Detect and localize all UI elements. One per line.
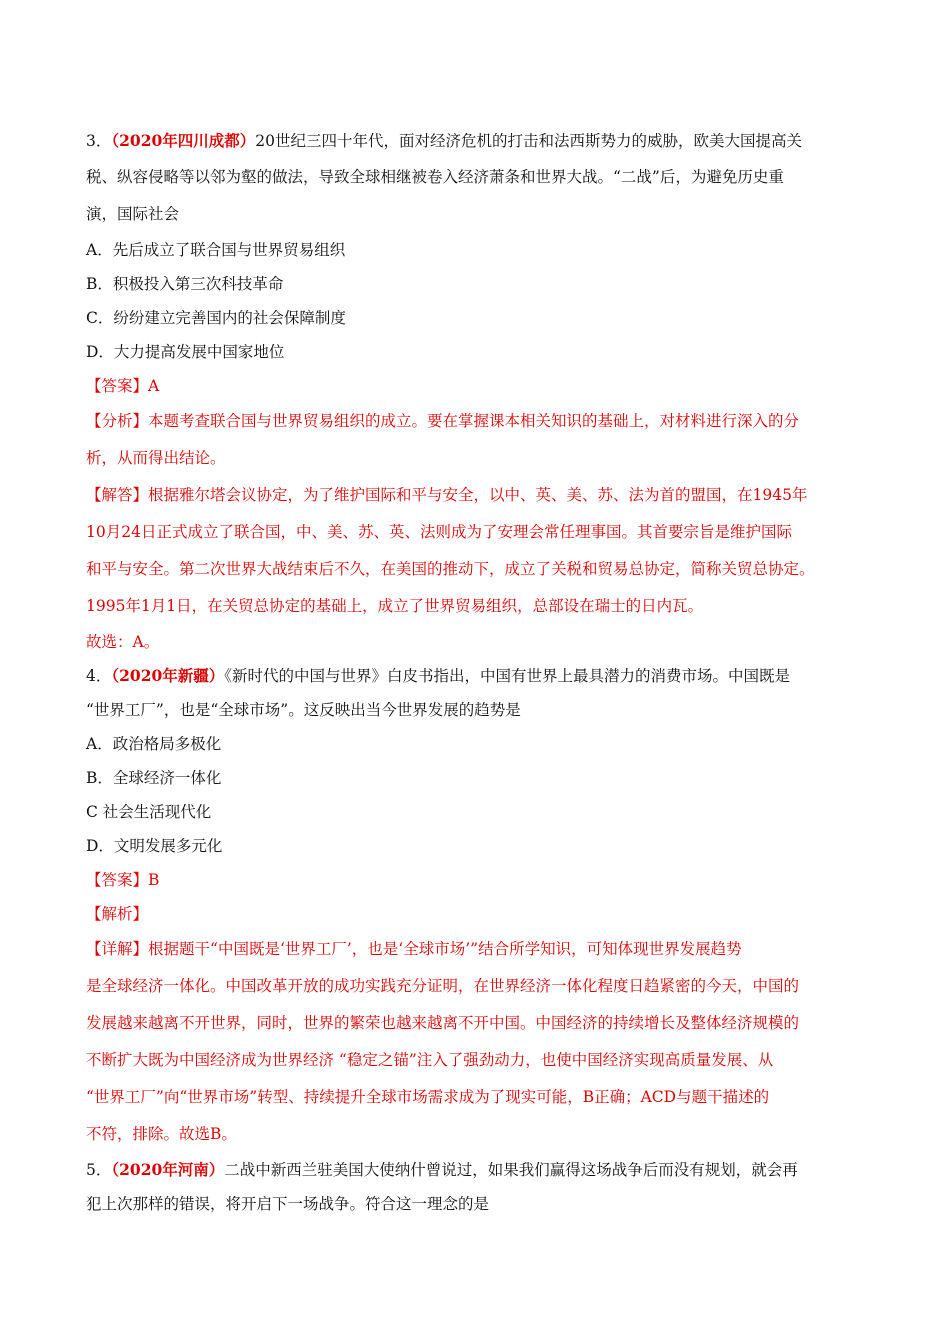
solution-label: 【解答】 <box>86 486 149 504</box>
option-c: C．纷纷建立完善国内的社会保障制度 <box>86 309 346 327</box>
question-stem-line <box>86 1153 868 1187</box>
solution-line: 1995年1月1日，在关贸总协定的基础上，成立了世界贸易组织，总部设在瑞士的日内瓦。 <box>86 597 704 615</box>
analysis-line <box>86 403 868 440</box>
question-source: （2020年河南） <box>111 1160 225 1179</box>
analysis-text: 本题考查联合国与世界贸易组织的成立。要在掌握课本相关知识的基础上，对材料进行深入的分 <box>148 412 800 430</box>
solution-line: 10月24日正式成立了联合国，中、美、苏、英、法则成为了安理会常任理事国。其首要宗旨是维护国际 <box>86 523 792 541</box>
question-stem-line: 演，国际社会 <box>86 205 180 223</box>
analysis-line: 析，从而得出结论。 <box>86 449 226 467</box>
question-stem-line: “世界工厂”，也是“全球市场”。这反映出当今世界发展的趋势是 <box>86 701 521 719</box>
stem-text: 二战中新西兰驻美国大使纳什曾说过，如果我们赢得这场战争后而没有规划，就会再 <box>224 1161 798 1179</box>
detail-text: 根据题干“中国既是‘世界工厂’，也是‘全球市场’”结合所学知识，可知体现世界发展趋势 <box>148 940 742 958</box>
conclusion: 故选：A。 <box>86 633 160 651</box>
detail-line: 是全球经济一体化。中国改革开放的成功实践充分证明，在世界经济一体化程度日趋紧密的今天，中国的 <box>86 977 800 995</box>
question-stem-line <box>86 659 868 693</box>
question-number: 4． <box>86 667 112 685</box>
question-number: 3． <box>86 132 112 150</box>
question-source: （2020年四川成都） <box>111 131 256 150</box>
question-stem-line: 犯上次那样的错误，将开启下一场战争。符合这一理念的是 <box>86 1195 490 1213</box>
question-3 <box>86 122 868 659</box>
question-source: （2020年新疆） <box>111 666 225 685</box>
answer: 【答案】A <box>86 377 160 395</box>
option-a: A．政治格局多极化 <box>86 735 222 753</box>
detail-line: 不断扩大既为中国经济成为世界经济 “稳定之锚”注入了强劲动力，也使中国经济实现高质量发展、从 <box>86 1051 774 1069</box>
question-4 <box>86 659 868 1153</box>
detail-line: “世界工厂”向“世界市场”转型、持续提升全球市场需求成为了现实可能，B正确；ACD与题干描述的 <box>86 1088 770 1106</box>
option-b: B．积极投入第三次科技革命 <box>86 275 284 293</box>
analysis-label: 【分析】 <box>86 412 149 430</box>
option-b: B．全球经济一体化 <box>86 769 222 787</box>
detail-line: 不符，排除。故选B。 <box>86 1125 237 1143</box>
option-d: D．文明发展多元化 <box>86 837 223 855</box>
answer: 【答案】B <box>86 871 160 889</box>
analysis-label: 【解析】 <box>86 905 149 923</box>
question-stem-line: 税、纵容侵略等以邻为壑的做法，导致全球相继被卷入经济萧条和世界大战。“二战”后，为避免历史重 <box>86 168 784 186</box>
question-number: 5． <box>86 1161 112 1179</box>
document-page <box>86 122 868 1221</box>
stem-text: 20世纪三四十年代，面对经济危机的打击和法西斯势力的威胁，欧美大国提高关 <box>255 132 802 150</box>
detail-line: 发展越来越离不开世界，同时，世界的繁荣也越来越离不开中国。中国经济的持续增长及整体经济规模的 <box>86 1014 800 1032</box>
solution-text: 根据雅尔塔会议协定，为了维护国际和平与安全，以中、英、美、苏、法为首的盟国，在1945年 <box>148 486 808 504</box>
option-c: C 社会生活现代化 <box>86 803 212 821</box>
stem-text: 《新时代的中国与世界》白皮书指出，中国有世界上最具潜力的消费市场。中国既是 <box>224 667 791 685</box>
question-5 <box>86 1153 868 1221</box>
option-d: D．大力提高发展中国家地位 <box>86 343 285 361</box>
question-stem-line <box>86 122 868 159</box>
solution-line: 和平与安全。第二次世界大战结束后不久，在美国的推动下，成立了关税和贸易总协定，简称关贸总协定。 <box>86 560 815 578</box>
detail-label: 【详解】 <box>86 940 149 958</box>
detail-line <box>86 931 868 968</box>
option-a: A．先后成立了联合国与世界贸易组织 <box>86 241 346 259</box>
solution-line <box>86 477 868 514</box>
